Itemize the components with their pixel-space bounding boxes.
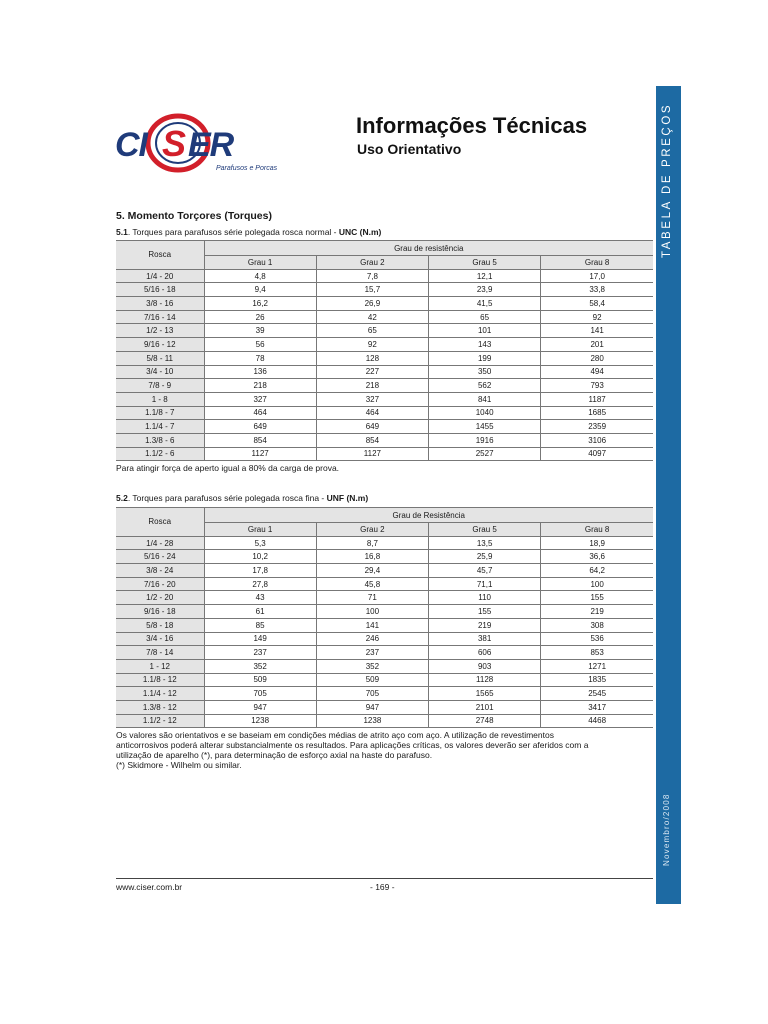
rosca-cell: 1 - 8 [116,392,204,406]
rosca-cell: 1 - 12 [116,659,204,673]
torque-cell: 841 [429,392,541,406]
torque-cell: 494 [541,365,653,379]
table-row [116,283,653,297]
torque-cell: 219 [429,618,541,632]
torque-cell: 854 [204,433,316,447]
torque-cell: 136 [204,365,316,379]
torque-cell: 16,2 [204,297,316,311]
torque-cell: 12,1 [429,269,541,283]
torque-cell: 1916 [429,433,541,447]
torque-cell: 42 [316,310,428,324]
torque-cell: 65 [316,324,428,338]
torque-cell: 903 [429,659,541,673]
rosca-cell: 3/8 - 16 [116,297,204,311]
torque-cell: 1835 [541,673,653,687]
torque-cell: 8,7 [316,536,428,550]
torque-cell: 9,4 [204,283,316,297]
rosca-cell: 7/8 - 9 [116,379,204,393]
table-row [116,714,653,728]
rosca-cell: 1/4 - 20 [116,269,204,283]
rosca-cell: 1.1/4 - 12 [116,687,204,701]
torque-cell: 17,8 [204,564,316,578]
torque-cell: 327 [204,392,316,406]
rosca-cell: 1.1/8 - 12 [116,673,204,687]
torque-cell: 101 [429,324,541,338]
torque-cell: 26,9 [316,297,428,311]
torque-cell: 143 [429,338,541,352]
svg-text:S: S [162,123,187,164]
table-row [116,338,653,352]
torque-cell: 649 [204,420,316,434]
rosca-cell: 1.1/4 - 7 [116,420,204,434]
torque-cell: 227 [316,365,428,379]
sidebar-top-text: TABELA DE PREÇOS [661,102,673,258]
table-row [116,310,653,324]
section-title: 5. Momento Torçores (Torques) [116,210,272,222]
rosca-cell: 3/4 - 10 [116,365,204,379]
torque-cell: 350 [429,365,541,379]
torque-cell: 85 [204,618,316,632]
torque-cell: 141 [316,618,428,632]
grau-group-header: Grau de Resistência [204,508,653,523]
torque-cell: 562 [429,379,541,393]
rosca-cell: 5/16 - 18 [116,283,204,297]
torque-cell: 327 [316,392,428,406]
page-title: Informações Técnicas [356,113,588,138]
grade-header: Grau 8 [541,256,653,270]
torque-cell: 237 [204,646,316,660]
svg-text:CI: CI [115,126,147,164]
torque-cell: 219 [541,605,653,619]
torque-cell: 854 [316,433,428,447]
grade-header: Grau 8 [541,523,653,537]
torque-cell: 853 [541,646,653,660]
torque-cell: 1040 [429,406,541,420]
torque-cell: 43 [204,591,316,605]
torque-cell: 36,6 [541,550,653,564]
torque-cell: 25,9 [429,550,541,564]
torque-cell: 1271 [541,659,653,673]
torque-cell: 1127 [204,447,316,461]
rosca-cell: 5/8 - 11 [116,351,204,365]
table2-title: 5.2. Torques para parafusos série polegada rosca fina - UNF (N.m) [116,493,369,503]
page-subtitle: Uso Orientativo [357,141,462,157]
torque-cell: 509 [204,673,316,687]
rosca-cell: 1/4 - 28 [116,536,204,550]
table-row [116,365,653,379]
torque-cell: 649 [316,420,428,434]
rosca-header: Rosca [116,241,204,270]
rosca-cell: 7/16 - 14 [116,310,204,324]
grade-header: Grau 1 [204,523,316,537]
grade-header: Grau 2 [316,523,428,537]
torque-cell: 2101 [429,700,541,714]
table-row [116,687,653,701]
table-row [116,324,653,338]
table-row [116,700,653,714]
grade-header: Grau 2 [316,256,428,270]
torque-cell: 100 [316,605,428,619]
note-line: utilização de aparelho (*), para determinação de esforço axial na haste do parafuso. [116,750,433,760]
rosca-cell: 9/16 - 12 [116,338,204,352]
rosca-cell: 1.1/8 - 7 [116,406,204,420]
torque-cell: 18,9 [541,536,653,550]
torque-cell: 141 [541,324,653,338]
torque-cell: 2545 [541,687,653,701]
torque-cell: 218 [316,379,428,393]
table-row [116,632,653,646]
rosca-cell: 3/4 - 16 [116,632,204,646]
torque-cell: 15,7 [316,283,428,297]
torque-cell: 5,3 [204,536,316,550]
grau-group-header: Grau de resistência [204,241,653,256]
rosca-cell: 1.1/2 - 12 [116,714,204,728]
rosca-cell: 1.3/8 - 6 [116,433,204,447]
rosca-cell: 3/8 - 24 [116,564,204,578]
torque-cell: 16,8 [316,550,428,564]
torque-cell: 199 [429,351,541,365]
torque-cell: 705 [316,687,428,701]
torque-cell: 61 [204,605,316,619]
table-row [116,618,653,632]
torque-cell: 128 [316,351,428,365]
unc-torque-table [116,240,653,461]
table-row [116,297,653,311]
torque-cell: 2527 [429,447,541,461]
rosca-cell: 5/16 - 24 [116,550,204,564]
torque-cell: 705 [204,687,316,701]
rosca-cell: 1/2 - 20 [116,591,204,605]
rosca-cell: 9/16 - 18 [116,605,204,619]
torque-cell: 149 [204,632,316,646]
table-row [116,536,653,550]
unf-torque-table [116,507,653,728]
note-line: anticorrosivos poderá alterar substancialmente os resultados. Para aplicações críticas, os valores deverão ser aferidos com a [116,740,589,750]
rosca-cell: 5/8 - 18 [116,618,204,632]
torque-cell: 464 [316,406,428,420]
torque-cell: 71 [316,591,428,605]
torque-cell: 246 [316,632,428,646]
torque-cell: 2359 [541,420,653,434]
torque-cell: 201 [541,338,653,352]
torque-cell: 280 [541,351,653,365]
torque-cell: 947 [316,700,428,714]
torque-cell: 352 [316,659,428,673]
rosca-cell: 7/8 - 14 [116,646,204,660]
grade-header: Grau 5 [429,256,541,270]
torque-cell: 78 [204,351,316,365]
torque-cell: 4,8 [204,269,316,283]
ciser-logo [112,112,302,182]
torque-cell: 4468 [541,714,653,728]
torque-cell: 39 [204,324,316,338]
footer-divider [116,878,653,879]
torque-cell: 4097 [541,447,653,461]
torque-cell: 2748 [429,714,541,728]
torque-cell: 92 [316,338,428,352]
torque-cell: 45,8 [316,577,428,591]
torque-cell: 64,2 [541,564,653,578]
torque-cell: 13,5 [429,536,541,550]
grade-header: Grau 1 [204,256,316,270]
torque-cell: 29,4 [316,564,428,578]
torque-cell: 17,0 [541,269,653,283]
torque-cell: 947 [204,700,316,714]
rosca-cell: 1.3/8 - 12 [116,700,204,714]
torque-cell: 1187 [541,392,653,406]
torque-cell: 26 [204,310,316,324]
table-row [116,646,653,660]
torque-cell: 65 [429,310,541,324]
rosca-header: Rosca [116,508,204,537]
rosca-cell: 1/2 - 13 [116,324,204,338]
table-row [116,406,653,420]
svg-text:ER: ER [188,126,234,164]
torque-cell: 155 [541,591,653,605]
notes-block [116,730,626,770]
table-row [116,673,653,687]
torque-cell: 10,2 [204,550,316,564]
torque-cell: 1238 [316,714,428,728]
torque-cell: 352 [204,659,316,673]
table-row [116,392,653,406]
torque-cell: 536 [541,632,653,646]
torque-cell: 33,8 [541,283,653,297]
torque-cell: 1238 [204,714,316,728]
table-row [116,351,653,365]
table-row [116,269,653,283]
sidebar-bottom-text: Novembro/2008 [662,793,671,866]
table-row [116,447,653,461]
torque-cell: 237 [316,646,428,660]
note-line: Os valores são orientativos e se baseiam em condições médias de atrito aço com aço. A utilização de revestimentos [116,730,554,740]
torque-cell: 3417 [541,700,653,714]
torque-cell: 606 [429,646,541,660]
table-row [116,550,653,564]
torque-cell: 1128 [429,673,541,687]
torque-cell: 110 [429,591,541,605]
rosca-cell: 1.1/2 - 6 [116,447,204,461]
torque-cell: 509 [316,673,428,687]
page-number: - 169 - [370,882,395,892]
grade-header: Grau 5 [429,523,541,537]
torque-cell: 45,7 [429,564,541,578]
torque-cell: 1455 [429,420,541,434]
table-row [116,659,653,673]
table-row [116,379,653,393]
table-row [116,433,653,447]
torque-cell: 23,9 [429,283,541,297]
torque-cell: 1127 [316,447,428,461]
torque-cell: 793 [541,379,653,393]
torque-cell: 41,5 [429,297,541,311]
torque-cell: 7,8 [316,269,428,283]
table1-note: Para atingir força de aperto igual a 80% da carga de prova. [116,463,340,473]
table-row [116,591,653,605]
note-line: (*) Skidmore - Wilhelm ou similar. [116,760,242,770]
table1-title: 5.1. Torques para parafusos série polegada rosca normal - UNC (N.m) [116,227,382,237]
torque-cell: 71,1 [429,577,541,591]
torque-cell: 308 [541,618,653,632]
torque-cell: 218 [204,379,316,393]
torque-cell: 1565 [429,687,541,701]
table-row [116,577,653,591]
torque-cell: 381 [429,632,541,646]
table-row [116,564,653,578]
table-row [116,420,653,434]
rosca-cell: 7/16 - 20 [116,577,204,591]
torque-cell: 1685 [541,406,653,420]
torque-cell: 58,4 [541,297,653,311]
table-row [116,605,653,619]
torque-cell: 100 [541,577,653,591]
torque-cell: 3106 [541,433,653,447]
torque-cell: 464 [204,406,316,420]
torque-cell: 27,8 [204,577,316,591]
footer-url: www.ciser.com.br [116,882,183,892]
svg-text:Parafusos e Porcas: Parafusos e Porcas [216,165,278,172]
torque-cell: 155 [429,605,541,619]
torque-cell: 92 [541,310,653,324]
torque-cell: 56 [204,338,316,352]
